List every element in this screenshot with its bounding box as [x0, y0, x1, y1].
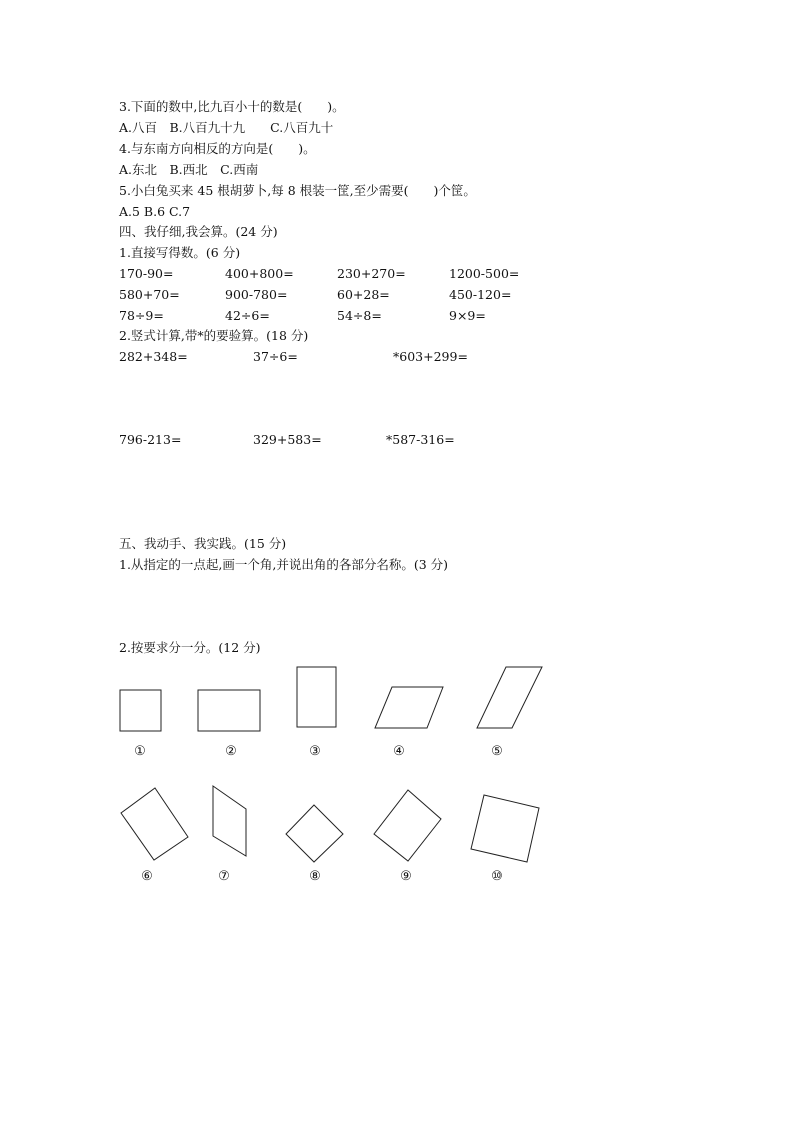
vertical-calc-item: *603+299= — [393, 349, 468, 364]
oral-calc-item: 78÷9= — [119, 308, 164, 323]
question-3-stem: 3.下面的数中,比九百小十的数是( )。 — [119, 99, 345, 114]
vertical-calc-item: 329+583= — [253, 432, 322, 447]
question-4-stem: 4.与东南方向相反的方向是( )。 — [119, 141, 316, 156]
shape-7-parallelogram — [213, 786, 246, 856]
question-5-options: A.5 B.6 C.7 — [119, 204, 191, 219]
section-5-title: 五、我动手、我实践。(15 分) — [119, 536, 287, 551]
shape-label: ⑧ — [309, 869, 321, 884]
section-4-part-2-title: 2.竖式计算,带*的要验算。(18 分) — [119, 328, 309, 343]
vertical-calc-item: *587-316= — [386, 432, 455, 447]
shape-label: ① — [134, 744, 146, 759]
shape-2-rectangle — [198, 690, 260, 731]
oral-calc-item: 580+70= — [119, 287, 180, 302]
shape-label: ⑦ — [218, 869, 230, 884]
section-5-part-2-title: 2.按要求分一分。(12 分) — [119, 640, 261, 655]
shape-9-rectangle-rotated — [374, 790, 441, 861]
shape-4-parallelogram — [375, 687, 443, 728]
shape-10-square-rotated — [471, 795, 539, 862]
oral-calc-item: 60+28= — [337, 287, 390, 302]
vertical-calc-item: 796-213= — [119, 432, 182, 447]
oral-calc-item: 400+800= — [225, 266, 294, 281]
shape-label: ⑥ — [141, 869, 153, 884]
question-4-options: A.东北 B.西北 C.西南 — [119, 162, 259, 177]
oral-calc-item: 54÷8= — [337, 308, 382, 323]
section-4-part-1-title: 1.直接写得数。(6 分) — [119, 245, 241, 260]
shape-label: ④ — [393, 744, 405, 759]
vertical-calc-item: 282+348= — [119, 349, 188, 364]
shape-label: ⑨ — [400, 869, 412, 884]
oral-calc-item: 230+270= — [337, 266, 406, 281]
oral-calc-item: 450-120= — [449, 287, 512, 302]
shape-label: ② — [225, 744, 237, 759]
section-5-part-1-title: 1.从指定的一点起,画一个角,并说出角的各部分名称。(3 分) — [119, 557, 449, 572]
oral-calc-item: 170-90= — [119, 266, 174, 281]
shape-8-square-rotated — [286, 805, 343, 862]
question-3-options: A.八百 B.八百九十九 C.八百九十 — [119, 120, 334, 135]
shape-1-square — [120, 690, 161, 731]
section-4-title: 四、我仔细,我会算。(24 分) — [119, 224, 278, 239]
shape-label: ③ — [309, 744, 321, 759]
question-5-stem: 5.小白兔买来 45 根胡萝卜,每 8 根装一筐,至少需要( )个筐。 — [119, 183, 476, 198]
oral-calc-item: 1200-500= — [449, 266, 520, 281]
shape-3-rectangle — [297, 667, 336, 727]
shape-label: ⑤ — [491, 744, 503, 759]
oral-calc-item: 9×9= — [449, 308, 486, 323]
oral-calc-item: 900-780= — [225, 287, 288, 302]
oral-calc-item: 42÷6= — [225, 308, 270, 323]
shape-label: ⑩ — [491, 869, 503, 884]
vertical-calc-item: 37÷6= — [253, 349, 298, 364]
shape-6-rectangle-rotated — [121, 788, 188, 860]
shape-5-parallelogram — [477, 667, 542, 728]
